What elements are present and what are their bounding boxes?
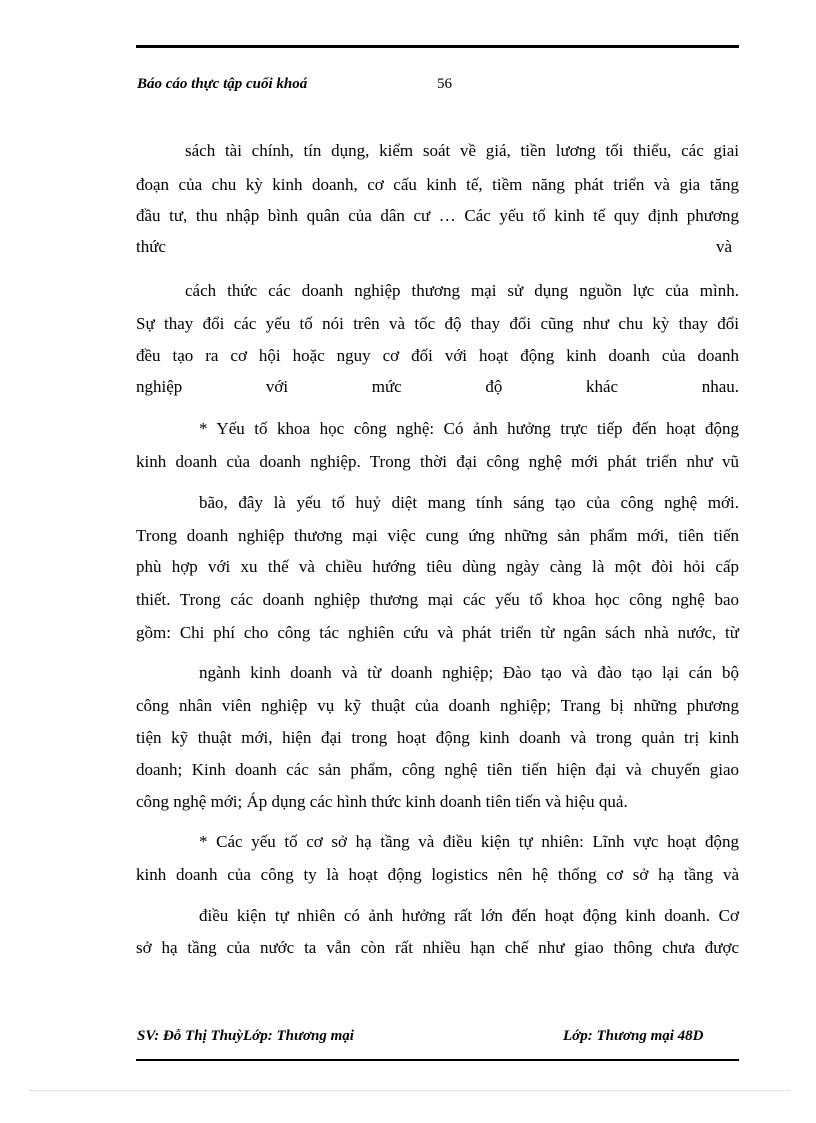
text-line: ngành kinh doanh và từ doanh nghiệp; Đào tạo và đào tạo lại cán bộ bbox=[199, 663, 739, 682]
text-line: gồm: Chi phí cho công tác nghiên cứu và phát triển từ ngân sách nhà nước, từ bbox=[136, 623, 739, 642]
text-line: kinh doanh của công ty là hoạt động logistics nên hệ thống cơ sở hạ tầng và bbox=[136, 865, 739, 884]
footer-student: SV: Đỗ Thị ThuỳLớp: Thương mại bbox=[137, 1028, 354, 1044]
text-line: điều kiện tự nhiên có ảnh hưởng rất lớn đến hoạt động kinh doanh. Cơ bbox=[199, 906, 739, 925]
text-line: thức bbox=[136, 237, 166, 256]
text-line: Trong doanh nghiệp thương mại việc cung ứng những sản phẩm mới, tiên tiến bbox=[136, 526, 739, 545]
footer-rule bbox=[136, 1059, 739, 1061]
text-line: phù hợp với xu thế và chiều hướng tiêu dùng ngày càng là một đòi hỏi cấp bbox=[136, 557, 739, 576]
text-line: Sự thay đổi các yếu tố nói trên và tốc độ thay đổi cũng như chu kỳ thay đổi bbox=[136, 314, 739, 333]
text-line: cách thức các doanh nghiệp thương mại sử dụng nguồn lực của mình. bbox=[185, 281, 739, 300]
text-line: bão, đây là yếu tố huỷ diệt mang tính sáng tạo của công nghệ mới. bbox=[199, 493, 739, 512]
text-line: doanh; Kinh doanh các sản phẩm, công nghệ tiên tiến hiện đại và chuyển giao bbox=[136, 760, 739, 779]
text-line: công nhân viên nghiệp vụ kỹ thuật của doanh nghiệp; Trang bị những phương bbox=[136, 696, 739, 715]
footer-class: Lớp: Thương mại 48D bbox=[563, 1028, 704, 1044]
header-title: Báo cáo thực tập cuối khoá bbox=[137, 76, 308, 92]
text-line: công nghệ mới; Áp dụng các hình thức kinh doanh tiên tiến và hiệu quả. bbox=[136, 792, 628, 811]
page-number: 56 bbox=[437, 76, 452, 92]
text-line: kinh doanh của doanh nghiệp. Trong thời đại công nghệ mới phát triển như vũ bbox=[136, 452, 739, 471]
text-line: * Các yếu tố cơ sở hạ tầng và điều kiện tự nhiên: Lĩnh vực hoạt động bbox=[199, 832, 739, 851]
text-line: thiết. Trong các doanh nghiệp thương mại các yếu tố khoa học công nghệ bao bbox=[136, 590, 739, 609]
text-line: đầu tư, thu nhập bình quân của dân cư … Các yếu tố kinh tế quy định phương bbox=[136, 206, 739, 225]
text-line: đoạn của chu kỳ kinh doanh, cơ cấu kinh tế, tiềm năng phát triển và gia tăng bbox=[136, 175, 739, 194]
text-line: nghiệp với mức độ khác nhau. bbox=[136, 377, 739, 396]
text-fragment: và bbox=[716, 237, 733, 256]
text-line: sách tài chính, tín dụng, kiểm soát về giá, tiền lương tối thiểu, các giai bbox=[185, 141, 739, 160]
header-rule bbox=[136, 45, 739, 48]
text-line: sở hạ tầng của nước ta vẫn còn rất nhiều hạn chế như giao thông chưa được bbox=[136, 938, 739, 957]
text-line: đều tạo ra cơ hội hoặc nguy cơ đối với hoạt động kinh doanh của doanh bbox=[136, 346, 739, 365]
text-line: tiện kỹ thuật mới, hiện đại trong hoạt động kinh doanh và trong quản trị kinh bbox=[136, 728, 739, 747]
page-edge-dots bbox=[30, 1090, 790, 1091]
text-line: * Yếu tố khoa học công nghệ: Có ảnh hưởng trực tiếp đến hoạt động bbox=[199, 419, 739, 438]
